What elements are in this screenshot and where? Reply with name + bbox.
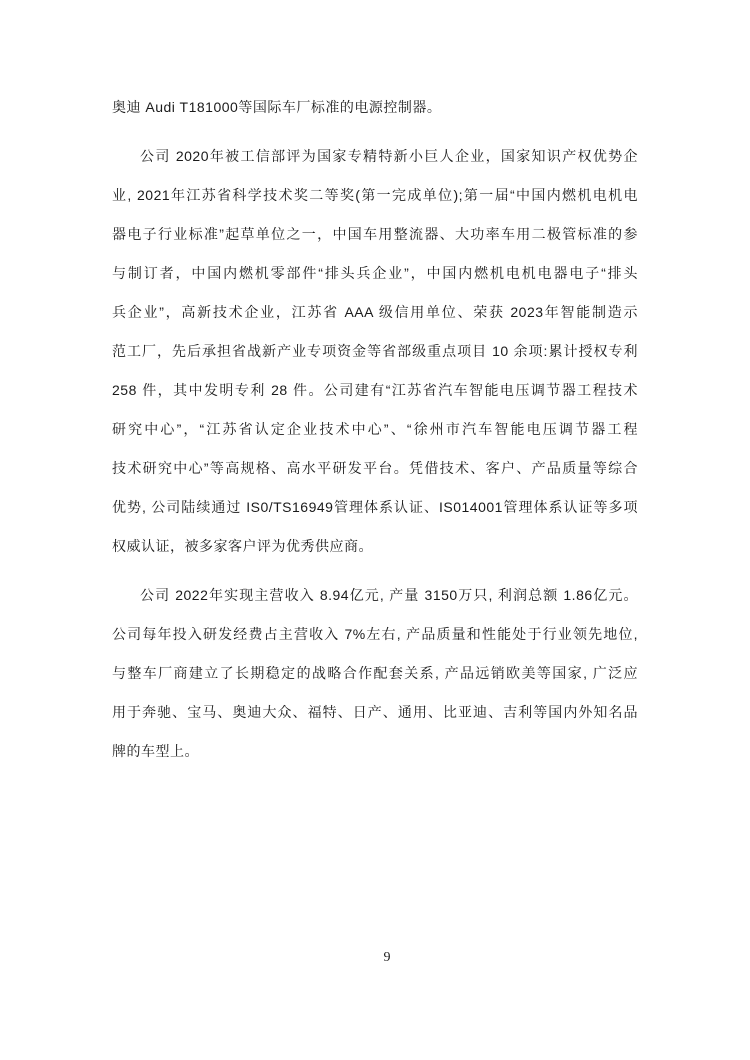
text-line: 公司 2022年实现主营收入 8.94亿元, 产量 3150万只, 利润总额 1.86亿元。 [140, 587, 638, 603]
text-line: 与整车厂商建立了长期稳定的战略合作配套关系, 产品远销欧美等国家, 广泛应 [112, 665, 638, 681]
text-line: 用于奔驰、宝马、奥迪大众、福特、日产、通用、比亚迪、吉利等国内外知名品 [112, 704, 638, 720]
text-line: 公司每年投入研发经费占主营收入 7%左右, 产品质量和性能处于行业领先地位, [112, 626, 638, 642]
text-line: 258 件，其中发明专利 28 件。公司建有“江苏省汽车智能电压调节器工程技术 [112, 382, 638, 398]
text-line: 研究中心”，“江苏省认定企业技术中心”、“徐州市汽车智能电压调节器工程 [112, 421, 638, 437]
text-line: 公司 2020年被工信部评为国家专精特新小巨人企业，国家知识产权优势企 [140, 148, 638, 164]
text-line: 业, 2021年江苏省科学技术奖二等奖(第一完成单位);第一届“中国内燃机电机电 [112, 187, 638, 203]
text-line: 器电子行业标准”起草单位之一，中国车用整流器、大功率车用二极管标准的参 [112, 226, 638, 242]
text-line: 权威认证，被多家客户评为优秀供应商。 [112, 538, 373, 554]
text-line: 技术研究中心”等高规格、高水平研发平台。凭借技术、客户、产品质量等综合 [112, 460, 638, 476]
paragraph [112, 88, 638, 127]
text-line: 与制订者，中国内燃机零部件“排头兵企业”，中国内燃机电机电器电子“排头 [112, 265, 638, 281]
text-line: 优势, 公司陆续通过 IS0/TS16949管理体系认证、IS014001管理体系认证等多项 [112, 499, 638, 515]
document-body [112, 88, 638, 771]
paragraph [112, 576, 638, 771]
text-line: 奥迪 Audi T181000等国际车厂标准的电源控制器。 [112, 99, 442, 115]
paragraph [112, 137, 638, 566]
page-number: 9 [383, 950, 391, 965]
text-line: 范工厂，先后承担省战新产业专项资金等省部级重点项目 10 余项:累计授权专利 [112, 343, 638, 359]
text-line: 兵企业”，高新技术企业，江苏省 AAA 级信用单位、荣获 2023年智能制造示 [112, 304, 638, 320]
text-line: 牌的车型上。 [112, 743, 199, 759]
